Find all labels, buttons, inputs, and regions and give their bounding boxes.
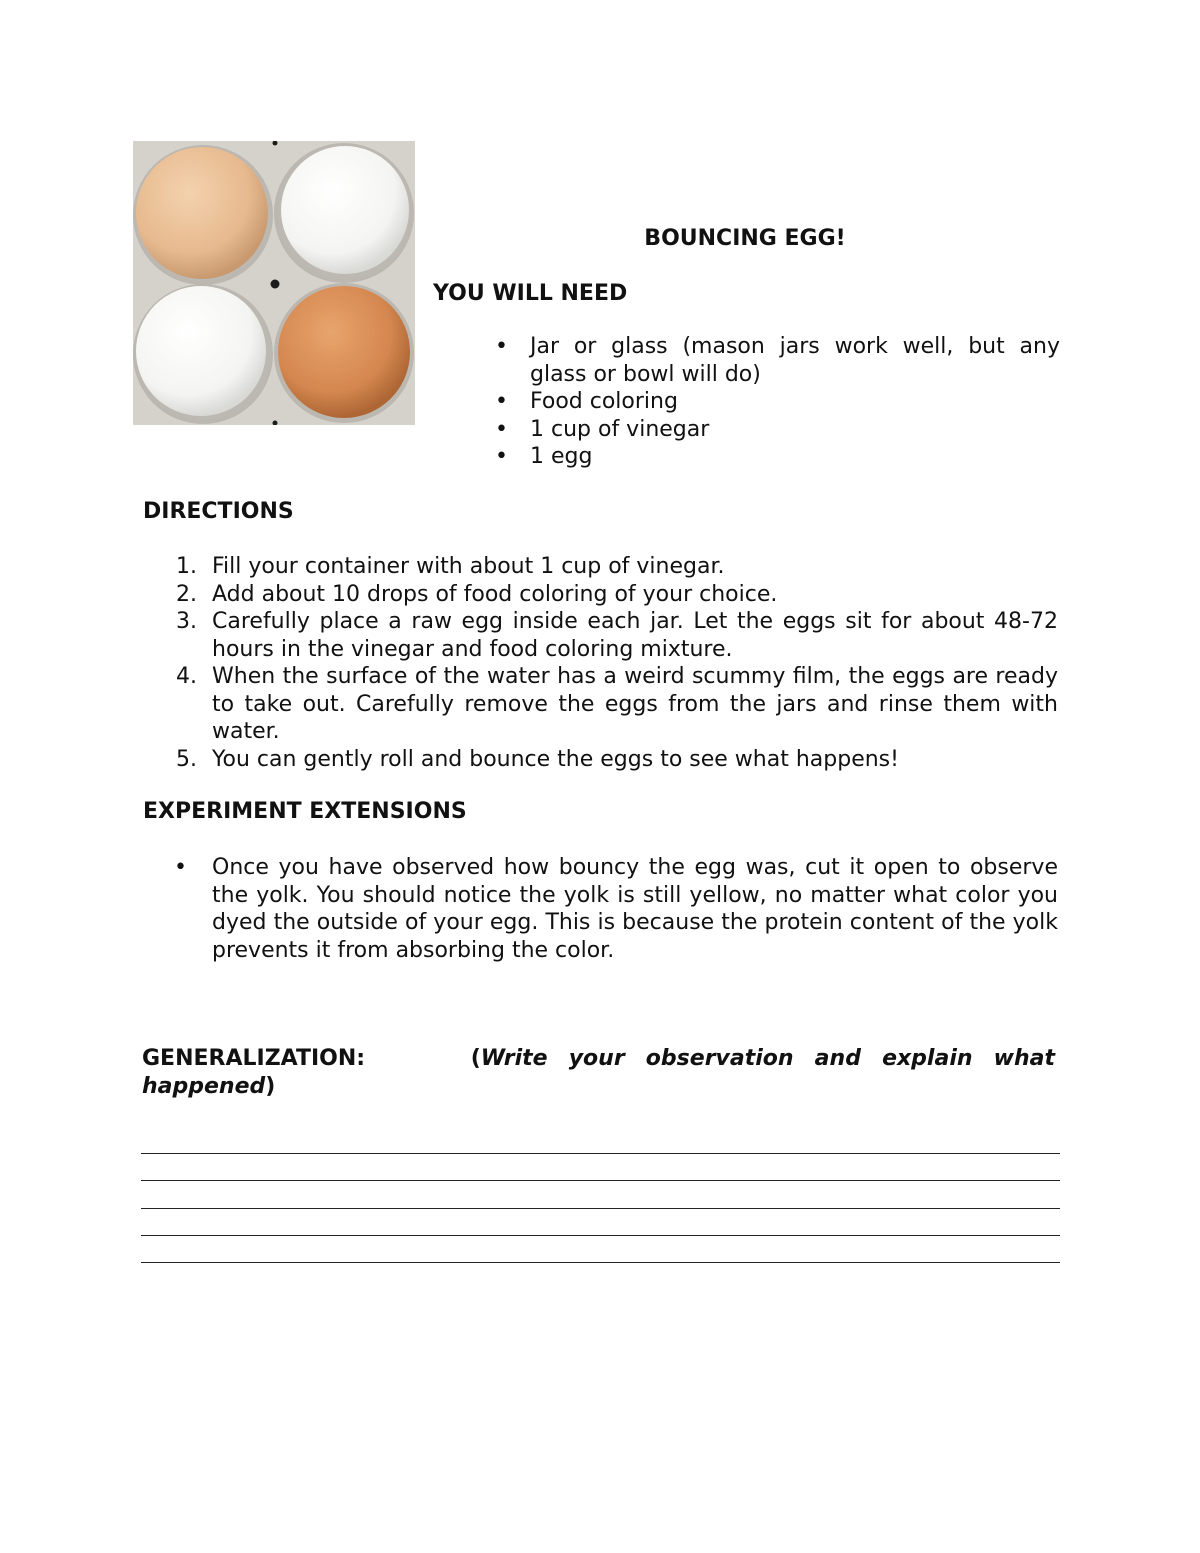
list-item-text: 1 egg [530,444,593,469]
bullet-icon: • [174,855,187,880]
list-item [495,388,1060,416]
step-text: Add about 10 drops of food coloring of your choice. [212,581,778,607]
list-item-text: 1 cup of vinegar [530,416,710,442]
list-item-text: Once you have observed how bouncy the egg was, cut it open to observe the yolk. You should notice the yolk is still yellow, no matter what color you dyed the outside of your egg. This is because the protein content of the yolk prevents it from absorbing the color. [212,855,1058,963]
step-text: You can gently roll and bounce the eggs to see what happens! [212,746,899,772]
step-number: 4. [176,664,197,689]
list-item [495,333,1060,388]
answer-line[interactable] [141,1208,1060,1209]
list-item [495,443,1060,471]
extensions-list [174,854,1058,964]
answer-line[interactable] [141,1153,1060,1154]
directions-heading: DIRECTIONS [143,499,294,524]
list-item [176,553,1058,581]
answer-line[interactable] [141,1262,1060,1263]
directions-list [176,553,1058,773]
list-item [176,746,1058,774]
list-item [176,663,1058,746]
bullet-icon: • [495,444,508,469]
list-item [176,608,1058,663]
generalization-instruction: Write your observation and explain what happened [142,1046,1055,1099]
bullet-icon: • [495,389,508,414]
bullet-icon: • [495,416,508,442]
list-item-text: Food coloring [530,389,678,414]
list-item [176,581,1058,609]
step-number: 2. [176,581,197,607]
step-number: 1. [176,554,197,579]
list-item-text: Jar or glass (mason jars work well, but any glass or bowl will do) [530,334,1060,387]
generalization-label: GENERALIZATION: [142,1046,366,1071]
answer-line[interactable] [141,1235,1060,1236]
egg-carton-photo [133,141,415,425]
open-paren: ( [470,1046,481,1071]
answer-line[interactable] [141,1180,1060,1181]
step-number: 3. [176,609,197,634]
step-text: When the surface of the water has a weird scummy film, the eggs are ready to take out. Carefully remove the eggs from the jars and rinse them with water. [212,664,1058,744]
generalization-prompt [142,1045,1055,1100]
bullet-icon: • [495,334,508,359]
close-paren: ) [265,1073,276,1099]
step-text: Carefully place a raw egg inside each jar. Let the eggs sit for about 48-72 hours in the vinegar and food coloring mixture. [212,609,1058,662]
step-text: Fill your container with about 1 cup of vinegar. [212,554,725,579]
experiment-extensions-heading: EXPERIMENT EXTENSIONS [143,799,467,824]
page-title: BOUNCING EGG! [644,226,846,251]
materials-list [495,333,1060,471]
you-will-need-heading: YOU WILL NEED [433,281,628,306]
list-item [495,416,1060,444]
step-number: 5. [176,746,197,772]
list-item [174,854,1058,964]
